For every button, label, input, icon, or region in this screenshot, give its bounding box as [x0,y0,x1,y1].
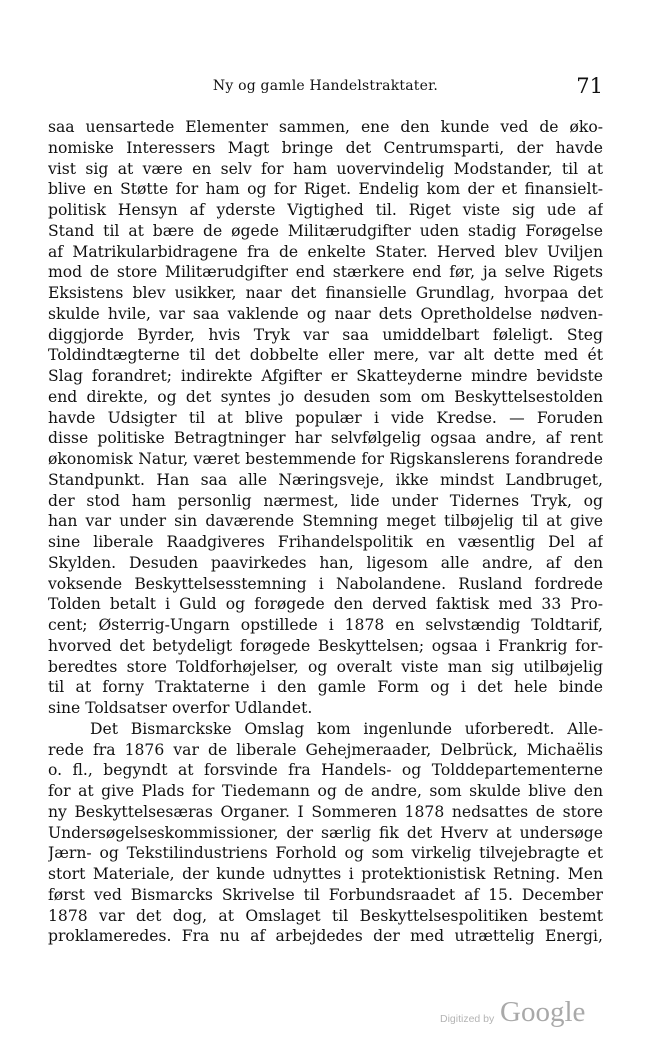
text-line: vist sig at være en selv for ham uovervindelig Modstander, til at [48,159,603,178]
text-line: havde Udsigter til at blive populær i vide Kredse. — Foruden [48,408,603,427]
text-line: Skylden. Desuden paavirkedes han, ligesom alle andre, af den [48,553,603,572]
text-line: blive en Støtte for ham og for Riget. Endelig kom der et finansielt- [48,180,603,199]
page-number: 71 [576,74,603,98]
google-logo: Google [500,996,586,1028]
text-line: rede fra 1876 var de liberale Gehejmeraader, Delbrück, Michaëlis [48,740,603,759]
text-line: Stand til at bære de øgede Militærudgifter uden stadig Forøgelse [48,221,603,240]
text-line: voksende Beskyttelsesstemning i Nabolandene. Rusland fordrede [48,574,603,593]
text-line: Eksistens blev usikker, naar det finansielle Grundlag, hvorpaa det [48,284,603,302]
text-line: sine Toldsatser overfor Udlandet. [48,699,313,717]
text-line: ny Beskyttelsesæras Organer. I Sommeren 1878 nedsattes de store [48,802,603,821]
text-line: o. fl., begyndt at forsvinde fra Handels- og Tolddepartementerne [48,761,603,780]
text-line: sine liberale Raadgiveres Frihandelspolitik en væsentlig Del af [48,533,603,551]
text-line: til at forny Traktaterne i den gamle Form og i det hele binde [48,678,603,697]
text-line: af Matrikularbidragene fra de enkelte Stater. Herved blev Uviljen [48,242,603,261]
text-line: mod de store Militærudgifter end stærkere end før, ja selve Rigets [48,263,603,282]
text-line: for at give Plads for Tiedemann og de andre, som skulde blive den [48,782,603,800]
text-line: der stod ham personlig nærmest, lide under Tidernes Tryk, og [48,491,603,510]
text-line: saa uensartede Elementer sammen, ene den kunde ved de øko- [48,118,603,136]
text-line: skulde hvile, var saa vaklende og naar dets Opretholdelse nødven- [48,304,603,323]
running-title: Ny og gamle Handelstraktater. [212,78,439,94]
body-text [48,117,603,947]
page-header [48,74,603,104]
text-line: Tolden betalt i Guld og forøgede den derved faktisk med 33 Pro- [48,595,603,614]
text-line: først ved Bismarcks Skrivelse til Forbundsraadet af 15. December [48,885,603,904]
text-line: Det Bismarckske Omslag kom ingenlunde uforberedt. Alle- [90,719,603,738]
text-line: cent; Østerrig-Ungarn opstillede i 1878 en selvstændig Toldtarif, [48,616,603,634]
text-line: politisk Hensyn af yderste Vigtighed til. Riget viste sig ude af [48,201,603,219]
text-line: nomiske Interessers Magt bringe det Centrumsparti, der havde [48,138,603,157]
text-line: beredtes store Toldforhøjelser, og overalt viste man sig utilbøjelig [48,657,603,676]
google-watermark [440,996,640,1036]
text-line: proklameredes. Fra nu af arbejdedes der med utrættelig Energi, [48,927,603,946]
text-line: 1878 var det dog, at Omslaget til Beskyttelsespolitiken bestemt [48,906,603,925]
text-line: disse politiske Betragtninger har selvfølgelig ogsaa andre, af rent [48,429,603,448]
text-line: stort Materiale, der kunde udnyttes i protektionistisk Retning. Men [48,865,603,883]
text-line: økonomisk Natur, været bestemmende for Rigskanslerens forandrede [48,450,603,468]
text-line: hvorved det betydeligt forøgede Beskyttelsen; ogsaa i Frankrig for- [48,636,603,655]
digitized-by-label: Digitized by [440,1013,495,1025]
text-line: Slag forandret; indirekte Afgifter er Skatteyderne mindre bevidste [48,367,603,385]
text-line: Toldindtægterne til det dobbelte eller mere, var alt dette med ét [48,346,603,365]
text-line: Jærn- og Tekstilindustriens Forhold og som virkelig tilvejebragte et [48,844,603,863]
text-line: Undersøgelseskommissioner, der særlig fik det Hverv at undersøge [48,823,603,842]
text-line: Standpunkt. Han saa alle Næringsveje, ikke mindst Landbruget, [48,470,603,489]
text-line: diggjorde Byrder, hvis Tryk var saa umiddelbart føleligt. Steg [48,325,603,344]
text-line: end direkte, og det syntes jo desuden som om Beskyttelsestolden [48,387,603,406]
text-line: han var under sin daværende Stemning meget tilbøjelig til at give [48,512,603,531]
